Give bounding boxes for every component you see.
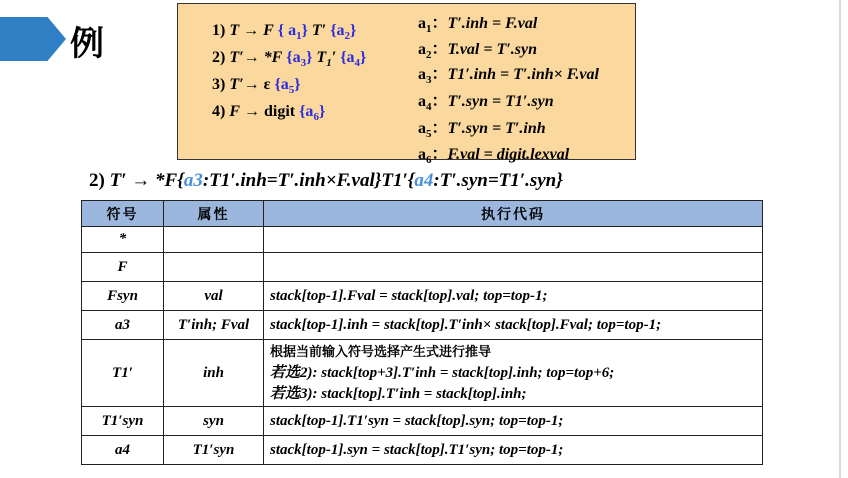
- arrow-icon: [0, 17, 66, 61]
- table-row: a4 T1′syn stack[top-1].syn = stack[top].T1′syn; top=top-1;: [82, 436, 763, 465]
- table-row: *: [82, 227, 763, 253]
- table-row: a3 T′inh; Fval stack[top-1].inh = stack[top].T′inh× stack[top].Fval; top=top-1;: [82, 311, 763, 340]
- table-row: Fsyn val stack[top-1].Fval = stack[top].val; top=top-1;: [82, 282, 763, 311]
- production-2: 2) T′→ *F $\{a_3\}$ $T_1'$ $\{a_4\}$: [212, 49, 367, 70]
- production-heading: 2) T′ → *F{a3:T1′.inh=T′.inh×F.val}T1′{a4:T′.syn=T1′.syn}: [89, 170, 563, 191]
- slide-right-border: [839, 0, 841, 478]
- action-a5: $a_5$：T′.syn = T′.inh: [418, 120, 546, 141]
- table-row: T1′syn syn stack[top-1].T1′syn = stack[top].syn; top=top-1;: [82, 407, 763, 436]
- table-header-row: [82, 201, 763, 227]
- grammar-rules-box: [177, 3, 636, 167]
- action-a2: $a_2$：T.val = T′.syn: [418, 41, 537, 62]
- production-1: 1) T → F { $a_1$} T′ $\{a_2\}$: [212, 22, 357, 43]
- header-attribute: 属性: [164, 201, 264, 227]
- header-symbol: 符号: [82, 201, 164, 227]
- table-row: F: [82, 253, 763, 282]
- action-a1: $a_1$：T′.inh = F.val: [418, 15, 538, 36]
- production-4: 4) F → digit $\{a_6\}$: [212, 103, 326, 124]
- action-a4: $a_4$：T′.syn = T1′.syn: [418, 93, 554, 114]
- action-a3: $a_3$：T1′.inh = T′.inh× F.val: [418, 66, 599, 87]
- execution-table: [81, 200, 763, 465]
- slide-title: 例: [70, 24, 104, 64]
- header-code: 执行代码: [264, 201, 763, 227]
- table-row: T1′ inh 根据当前输入符号选择产生式进行推导 若选2): stack[top+3].T′inh = stack[top].inh; top=top+6; 若选3): stack[top].T′inh = stack[top].inh;: [82, 340, 763, 407]
- action-a6: $a_6$：F.val = digit.lexval: [418, 146, 570, 167]
- production-3: 3) T′→ ε $\{a_5\}$: [212, 76, 301, 97]
